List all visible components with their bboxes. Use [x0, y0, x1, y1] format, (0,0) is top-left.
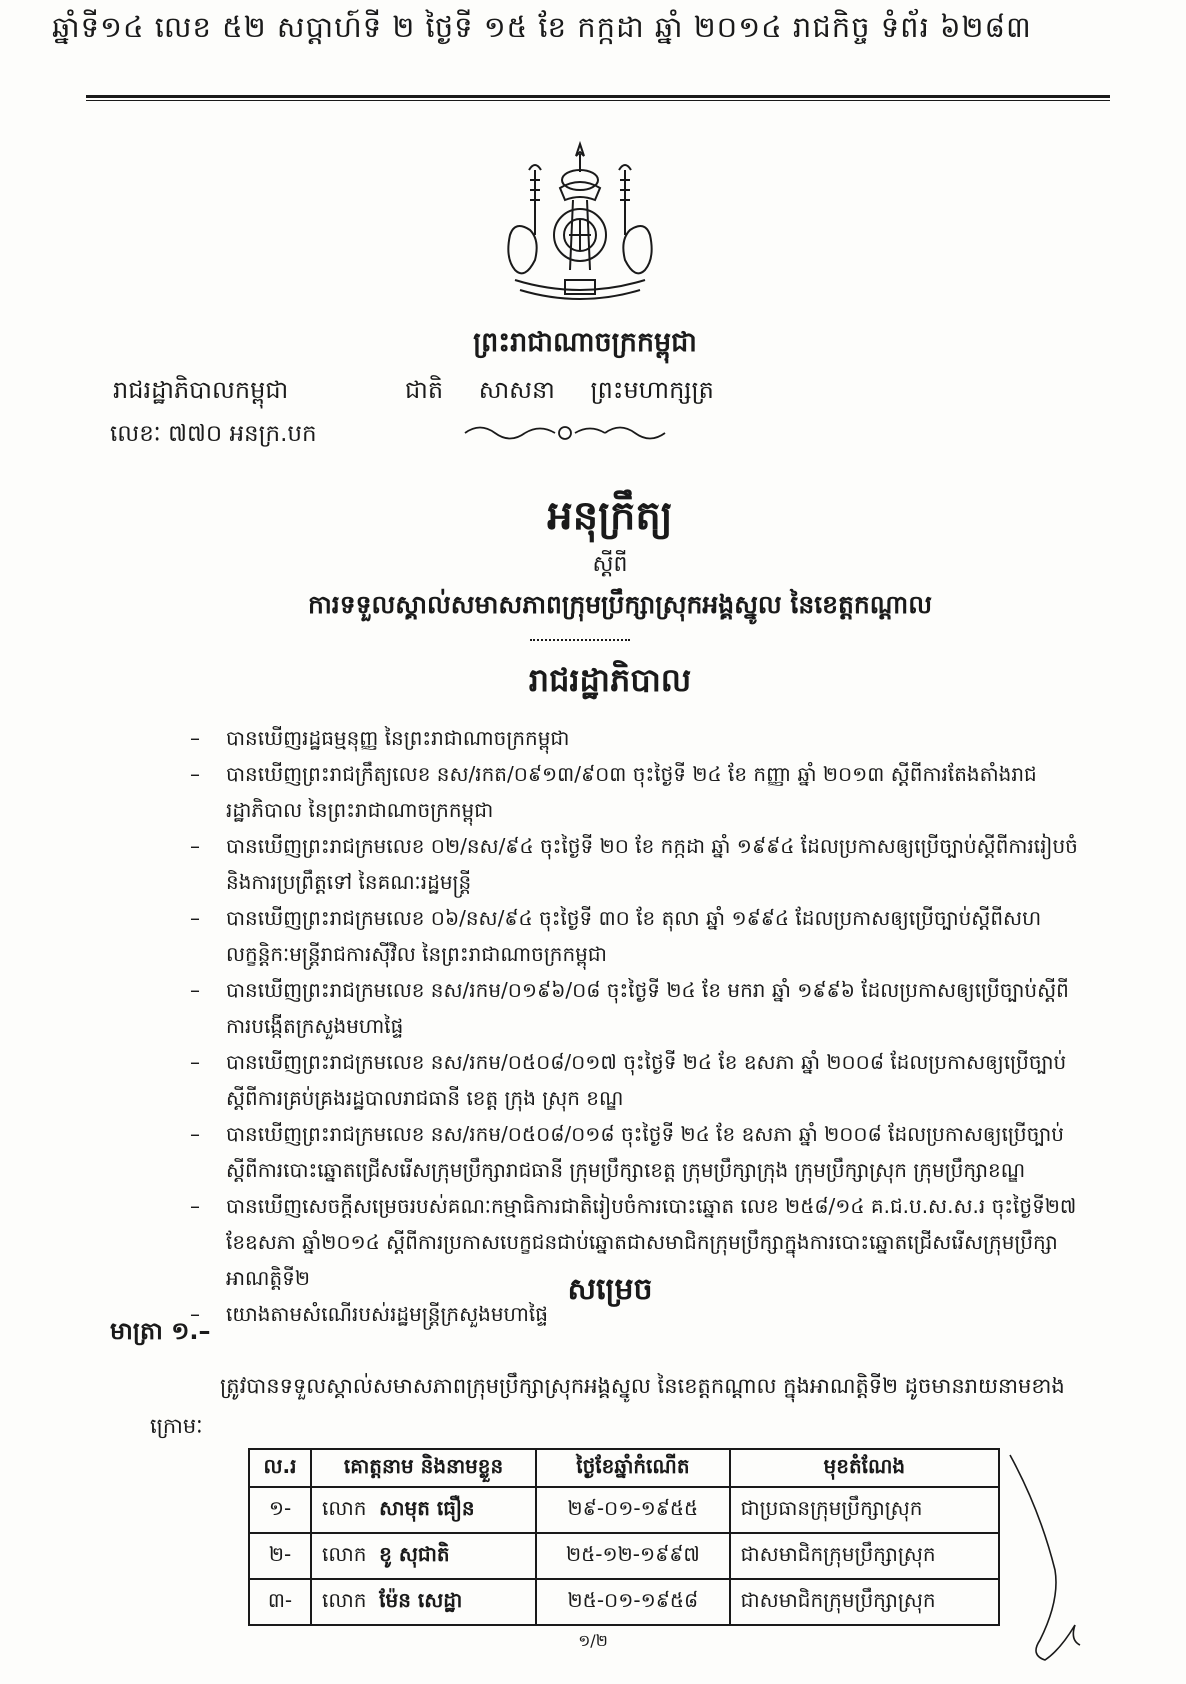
consideration-item: – បានឃើញរដ្ឋធម្មនុញ្ញ នៃព្រះរាជាណាចក្រកម្ពុជា [190, 720, 1090, 756]
birth-date: ២៥-០១-១៩៥៨ [536, 1579, 730, 1625]
member-name: សាមុត ធឿន [379, 1496, 475, 1520]
row-number: ២- [249, 1533, 311, 1579]
decision-heading: សម្រេច [567, 1272, 653, 1307]
birth-date: ២៥-១២-១៩៩៧ [536, 1533, 730, 1579]
birth-date: ២៩-០១-១៩៥៥ [536, 1487, 730, 1533]
row-number: ៣- [249, 1579, 311, 1625]
member-name: ម៉ែន សេដ្ឋា [379, 1588, 463, 1612]
issuer-heading: រាជរដ្ឋាភិបាល [528, 661, 692, 699]
position: ជាប្រធានក្រុមប្រឹក្សាស្រុក [730, 1487, 999, 1533]
consideration-item: – យោងតាមសំណើរបស់រដ្ឋមន្ត្រីក្រសួងមហាផ្ទៃ [190, 1296, 1090, 1332]
table-row [249, 1533, 999, 1579]
honorific: លោក [322, 1496, 367, 1520]
honorific: លោក [322, 1588, 367, 1612]
consideration-item: – បានឃើញព្រះរាជក្រឹត្យលេខ នស/រកត/០៩១៣/៩០៣ ចុះថ្ងៃទី ២៤ ខែ កញ្ញា ឆ្នាំ ២០១៣ ស្តីពីការតែងតាំងរាជរដ្ឋាភិបាល នៃព្រះរាជាណាចក្រកម្ពុជា [190, 756, 1090, 828]
consideration-item: – បានឃើញព្រះរាជក្រមលេខ ០៦/នស/៩៤ ចុះថ្ងៃទី ៣០ ខែ តុលា ឆ្នាំ ១៩៩៤ ដែលប្រកាសឲ្យប្រើច្បាប់ស្តីពីសហលក្ខន្តិកៈមន្ត្រីរាជការស៊ីវិល នៃព្រះរាជាណាចក្រកម្ពុជា [190, 900, 1090, 972]
article-text: ត្រូវបានទទួលស្គាល់សមាសភាពក្រុមប្រឹក្សាស្រុកអង្គស្នូល នៃខេត្តកណ្តាល ក្នុងអាណត្តិទី២ ដូចមានរាយនាមខាងក្រោមៈ [150, 1374, 1065, 1438]
title-divider [530, 639, 630, 643]
national-motto: ជាតិ សាសនា ព្រះមហាក្សត្រ [405, 376, 714, 404]
column-header-name: គោត្តនាម និងនាមខ្លួន [311, 1449, 536, 1487]
position: ជាសមាជិកក្រុមប្រឹក្សាស្រុក [730, 1579, 999, 1625]
column-header-position: មុខតំណែង [730, 1449, 999, 1487]
table-header-row [249, 1449, 999, 1487]
page-number: ១/២ [578, 1631, 608, 1650]
member-name-cell [311, 1579, 536, 1625]
consideration-item: – បានឃើញព្រះរាជក្រមលេខ នស/រកម/០៥០៨/០១៧ ចុះថ្ងៃទី ២៤ ខែ ឧសភា ឆ្នាំ ២០០៨ ដែលប្រកាសឲ្យប្រើច្បាប់ស្តីពីការគ្រប់គ្រងរដ្ឋបាលរាជធានី ខេត្ត ក្រុង ស្រុក ខណ្ឌ [190, 1044, 1090, 1116]
position: ជាសមាជិកក្រុមប្រឹក្សាស្រុក [730, 1533, 999, 1579]
document-subtitle: ស្តីពី [592, 552, 628, 577]
kingdom-name: ព្រះរាជាណាចក្រកម្ពុជា [473, 327, 697, 358]
gazette-header: ឆ្នាំទី១៤ លេខ ៥២ សប្តាហ៍ទី ២ ថ្ងៃទី ១៥ ខែ កក្កដា ឆ្នាំ ២០១៤ រាជកិច្ច ទំព័រ ៦២៨៣ [52, 10, 1032, 44]
header-rule-thin [86, 100, 1110, 101]
article-label: មាត្រា ១.– [110, 1317, 211, 1345]
consideration-item: – បានឃើញព្រះរាជក្រមលេខ នស/រកម/០១៩៦/០៨ ចុះថ្ងៃទី ២៤ ខែ មករា ឆ្នាំ ១៩៩៦ ដែលប្រកាសឲ្យប្រើច្បាប់ស្តីពីការបង្កើតក្រសួងមហាផ្ទៃ [190, 972, 1090, 1044]
member-name-cell [311, 1533, 536, 1579]
table-row [249, 1487, 999, 1533]
member-name: ខូ សុជាតិ [379, 1542, 450, 1566]
table-row [249, 1579, 999, 1625]
member-name-cell [311, 1487, 536, 1533]
honorific: លោក [322, 1542, 367, 1566]
document-title: អនុក្រឹត្យ [547, 493, 673, 539]
column-header-no: ល.រ [249, 1449, 311, 1487]
ornament-divider-icon [460, 420, 670, 446]
consideration-item: – បានឃើញសេចក្តីសម្រេចរបស់គណៈកម្មាធិការជាតិរៀបចំការបោះឆ្នោត លេខ ២៥៨/១៤ គ.ជ.ប.ស.ស.រ ចុះថ្ងៃទី២៧ ខែឧសភា ឆ្នាំ២០១៤ ស្តីពីការប្រកាសបេក្ខជនជាប់ឆ្នោតជាសមាជិកក្រុមប្រឹក្សាក្នុងការបោះឆ្នោតជ្រើសរើសក្រុមប្រឹក្សាអាណត្តិទី២ [190, 1188, 1090, 1296]
header-rule [86, 95, 1110, 98]
row-number: ១- [249, 1487, 311, 1533]
consideration-item: – បានឃើញព្រះរាជក្រមលេខ នស/រកម/០៥០៨/០១៨ ចុះថ្ងៃទី ២៤ ខែ ឧសភា ឆ្នាំ ២០០៨ ដែលប្រកាសឲ្យប្រើច្បាប់ស្តីពីការបោះឆ្នោតជ្រើសរើសក្រុមប្រឹក្សារាជធានី ក្រុមប្រឹក្សាខេត្ត ក្រុមប្រឹក្សាក្រុង ក្រុមប្រឹក្សាស្រុក ក្រុមប្រឹក្សាខណ្ឌ [190, 1116, 1090, 1188]
reference-number: លេខៈ ៧៧០ អនក្រ.បក [110, 421, 317, 447]
column-header-dob: ថ្ងៃខែឆ្នាំកំណើត [536, 1449, 730, 1487]
document-subject: ការទទួលស្គាល់សមាសភាពក្រុមប្រឹក្សាស្រុកអង្គស្នូល នៃខេត្តកណ្តាល [307, 590, 933, 619]
royal-coat-of-arms-icon [495, 140, 665, 310]
government-name: រាជរដ្ឋាភិបាលកម្ពុជា [113, 376, 289, 404]
considerations-list [190, 720, 1090, 1332]
members-table [248, 1448, 1000, 1626]
consideration-item: – បានឃើញព្រះរាជក្រមលេខ ០២/នស/៩៤ ចុះថ្ងៃទី ២០ ខែ កក្កដា ឆ្នាំ ១៩៩៤ ដែលប្រកាសឲ្យប្រើច្បាប់ស្តីពីការរៀបចំ និងការប្រព្រឹត្តទៅ នៃគណៈរដ្ឋមន្ត្រី [190, 828, 1090, 900]
handwritten-initial-icon [1000, 1450, 1090, 1680]
